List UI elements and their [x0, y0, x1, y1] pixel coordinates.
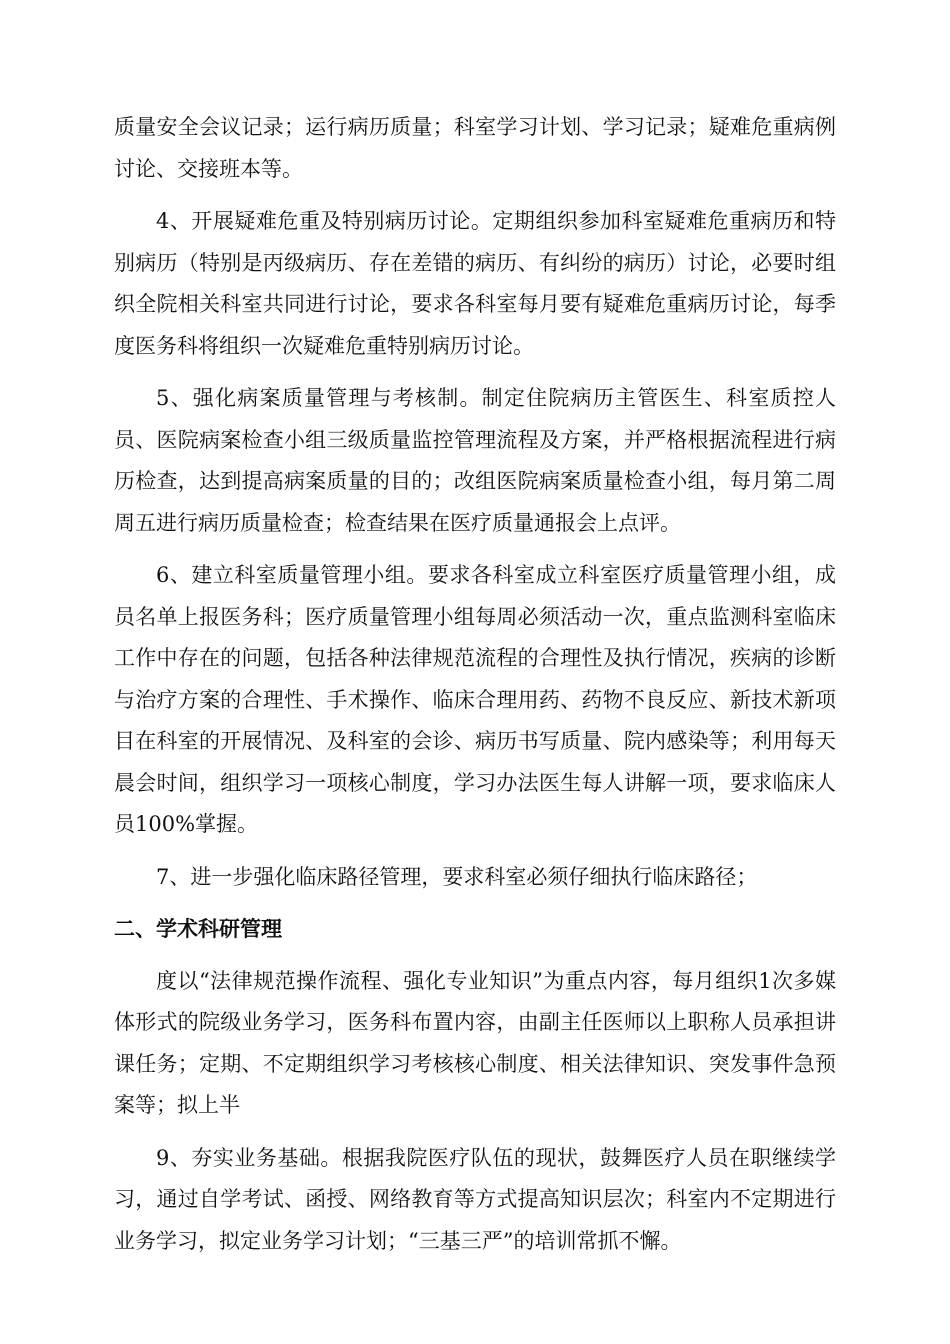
- section-heading: 二、学术科研管理: [114, 917, 282, 941]
- paragraph-continuation: 质量安全会议记录；运行病历质量；科室学习计划、学习记录；疑难危重病例讨论、交接班本等。: [114, 115, 836, 181]
- paragraph-item-4: 4、开展疑难危重及特别病历讨论。定期组织参加科室疑难危重病历和特别病历（特别是丙级病历、存在差错的病历、有纠纷的病历）讨论，必要时组织全院相关科室共同进行讨论，要求各科室每月要有疑难危重病历讨论，每季度医务科将组织一次疑难危重特别病历讨论。: [114, 209, 836, 358]
- paragraph-item-6: 6、建立科室质量管理小组。要求各科室成立科室医疗质量管理小组，成员名单上报医务科；医疗质量管理小组每周必须活动一次，重点监测科室临床工作中存在的问题，包括各种法律规范流程的合理性及执行情况，疾病的诊断与治疗方案的合理性、手术操作、临床合理用药、药物不良反应、新技术新项目在科室的开展情况、及科室的会诊、病历书写质量、院内感染等；利用每天晨会时间，组织学习一项核心制度，学习办法医生每人讲解一项，要求临床人员100%掌握。: [114, 563, 836, 836]
- paragraph-item-9: 9、夯实业务基础。根据我院医疗队伍的现状，鼓舞医疗人员在职继续学习，通过自学考试、函授、网络教育等方式提高知识层次；科室内不定期进行业务学习，拟定业务学习计划；“三基三严”的培训常抓不懈。: [114, 1145, 836, 1253]
- paragraph-item-5: 5、强化病案质量管理与考核制。制定住院病历主管医生、科室质控人员、医院病案检查小组三级质量监控管理流程及方案，并严格根据流程进行病历检查，达到提高病案质量的目的；改组医院病案质量检查小组，每月第二周周五进行病历质量检查；检查结果在医疗质量通报会上点评。: [114, 386, 836, 535]
- paragraph-item-7: 7、进一步强化临床路径管理，要求科室必须仔细执行临床路径；: [156, 864, 758, 889]
- document-page: [114, 107, 836, 1273]
- paragraph-item-8: 度以“法律规范操作流程、强化专业知识”为重点内容，每月组织1次多媒体形式的院级业务学习，医务科布置内容，由副主任医师以上职称人员承担讲课任务；定期、不定期组织学习考核核心制度、相关法律知识、突发事件急预案等；拟上半: [114, 968, 836, 1117]
